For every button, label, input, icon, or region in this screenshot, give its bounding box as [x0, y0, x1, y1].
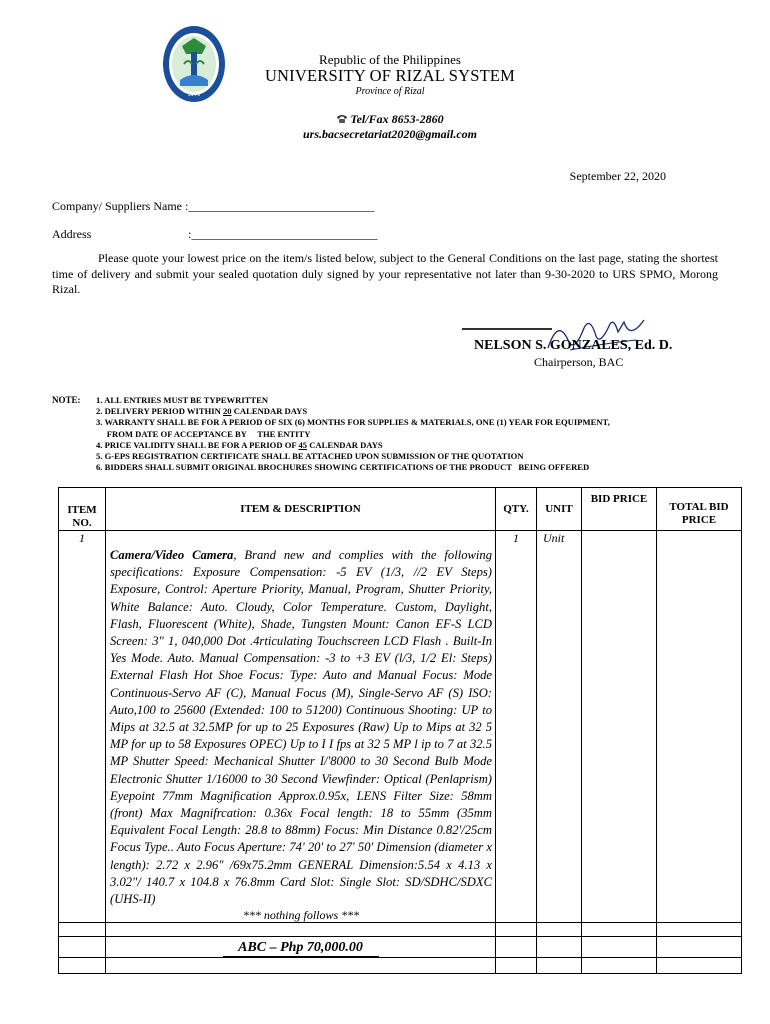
email-address: urs.bacsecretariat2020@gmail.com: [303, 127, 477, 141]
table-row: [59, 531, 742, 923]
table-row: [59, 923, 742, 937]
header-total-bid-price: TOTAL BID PRICE: [657, 488, 742, 531]
header-bid-price: BID PRICE: [582, 488, 657, 531]
item-description-cell: [106, 531, 496, 923]
item-total-bid-price: [657, 531, 742, 923]
note-item: 2. DELIVERY PERIOD WITHIN 20 CALENDAR DAYS: [96, 406, 308, 417]
approved-budget: ABC – Php 70,000.00: [223, 937, 379, 957]
document-date: September 22, 2020: [569, 169, 666, 183]
university-seal-icon: [162, 24, 226, 104]
header-qty: QTY.: [496, 488, 537, 531]
table-row: [59, 958, 742, 974]
note-label: NOTE:: [52, 395, 81, 405]
address-label: Address: [52, 227, 92, 241]
note-item: 3. WARRANTY SHALL BE FOR A PERIOD OF SIX (6) MONTHS FOR SUPPLIES & MATERIALS, ONE (1) YEAR FOR EQUIPMENT,: [96, 417, 610, 428]
note-item: 1. ALL ENTRIES MUST BE TYPEWRITTEN: [96, 395, 269, 405]
instruction-paragraph: Please quote your lowest price on the item/s listed below, subject to the General Conditions on the last page, stating the shortest time of delivery and submit your sealed quotation duly signed by your representative not later than 9-30-2020 to URS SPMO, Morong Rizal.: [52, 251, 718, 296]
republic-line: Republic of the Philippines: [319, 52, 461, 67]
note-item: 6. BIDDERS SHALL SUBMIT ORIGINAL BROCHURES SHOWING CERTIFICATIONS OF THE PRODUCT BEING OFFERED: [96, 462, 590, 473]
telfax-text: Tel/Fax 8653-2860: [350, 112, 444, 126]
item-bid-price: [582, 531, 657, 923]
table-header-row: [59, 488, 742, 531]
signatory-name: NELSON S. GONZALES, Ed. D.: [474, 338, 673, 353]
item-unit: Unit: [543, 531, 565, 545]
table-row: [59, 937, 742, 958]
item-description: Camera/Video Camera, Brand new and complies with the following specifications: Exposure Compensation: -5 EV (1/3, //2 EV Steps) Exposure, Control: Aperture Priority, Manual, Program, Shutter Priority, White Balance: Auto. Cloudy, Color Temperature. Custom, Daylight, Flash, Fluorescent (White), Shade, Tungsten Mount: Canon EF-S LCD Screen: 3" 1, 040,000 Dot .4rticulating Touchscreen LCD Flash . Built-In Yes Mode. Auto. Manual Compensation: -3 to +3 EV (l/3, 1/2 El: Steps) External Flash Hot Shoe Focus: Type: Auto and Manual Focus: Mode Continuous-Servo AF (C), Manual Focus (M), Single-Servo AF (S) ISO: Auto,100 to 25600 (Extended: 100 to 51200) Continuous Shooting: UP to Mips at 32.5 at 32.5MP for up to 25 Exposures (Raw) Up to Mips at 32 5 MP for up to 58 Exposures OPEC) Up to I I fps at 32 5 MP l ip to 7 at 32.5 MP Shutter Speed: Mechanical Shutter I/'8000 to 30 Second Bulb Mode Electronic Shutter 1/16000 to 30 Second Viewfinder: Optical (Penlaprism) Eyepoint 77mm Magnification Approx.0.95x, LENS Filter Size: 58mm (front) Max Magnifrcation: 0.36x Focal length: 18 to 55mm (35mm Equivalent Focal Length: 28.8 to 88mm) Focus: Min Distance 0.82'/25cm Focus Type.. Auto Focus Aperture: 74' 20' to 27' 50' Dimension (diameter x length): 2.72 x 2.96" /69x75.2mm GENERAL Dimension:5.54 x 4.13 x 3.02"/ 140.7 x 104.8 x 76.8mm Card Slot: Single Slot: SD/SDHC/SDXC (UHS-II): [110, 548, 492, 907]
signatory-title: Chairperson, BAC: [534, 355, 624, 369]
signature-line: [462, 328, 552, 330]
nothing-follows: *** nothing follows ***: [242, 908, 360, 923]
province-line: Province of Rizal: [355, 86, 425, 97]
university-name: UNIVERSITY OF RIZAL SYSTEM: [264, 66, 516, 85]
telfax-line: [240, 112, 540, 127]
notes-list: [96, 395, 736, 473]
note-item: 5. G-EPS REGISTRATION CERTIFICATE SHALL BE ATTACHED UPON SUBMISSION OF THE QUOTATION: [96, 451, 524, 462]
header-item-no: ITEM NO.: [59, 488, 106, 531]
items-table: [58, 487, 742, 974]
item-unit-cell: [537, 531, 582, 923]
header-unit: UNIT: [537, 488, 582, 531]
telephone-icon: [336, 114, 348, 124]
supplier-name-field: Company/ Suppliers Name :_______________________________: [52, 199, 375, 213]
item-qty: 1: [496, 531, 537, 923]
item-number: 1: [59, 531, 106, 923]
svg-text:1976: 1976: [187, 92, 201, 98]
note-item: 4. PRICE VALIDITY SHALL BE FOR A PERIOD OF 45 CALENDAR DAYS: [96, 439, 383, 450]
abc-cell: [106, 937, 496, 958]
header-description: ITEM & DESCRIPTION: [106, 488, 496, 531]
address-field: :_______________________________: [188, 227, 378, 241]
note-item: FROM DATE OF ACCEPTANCE BY THE ENTITY: [96, 428, 311, 439]
